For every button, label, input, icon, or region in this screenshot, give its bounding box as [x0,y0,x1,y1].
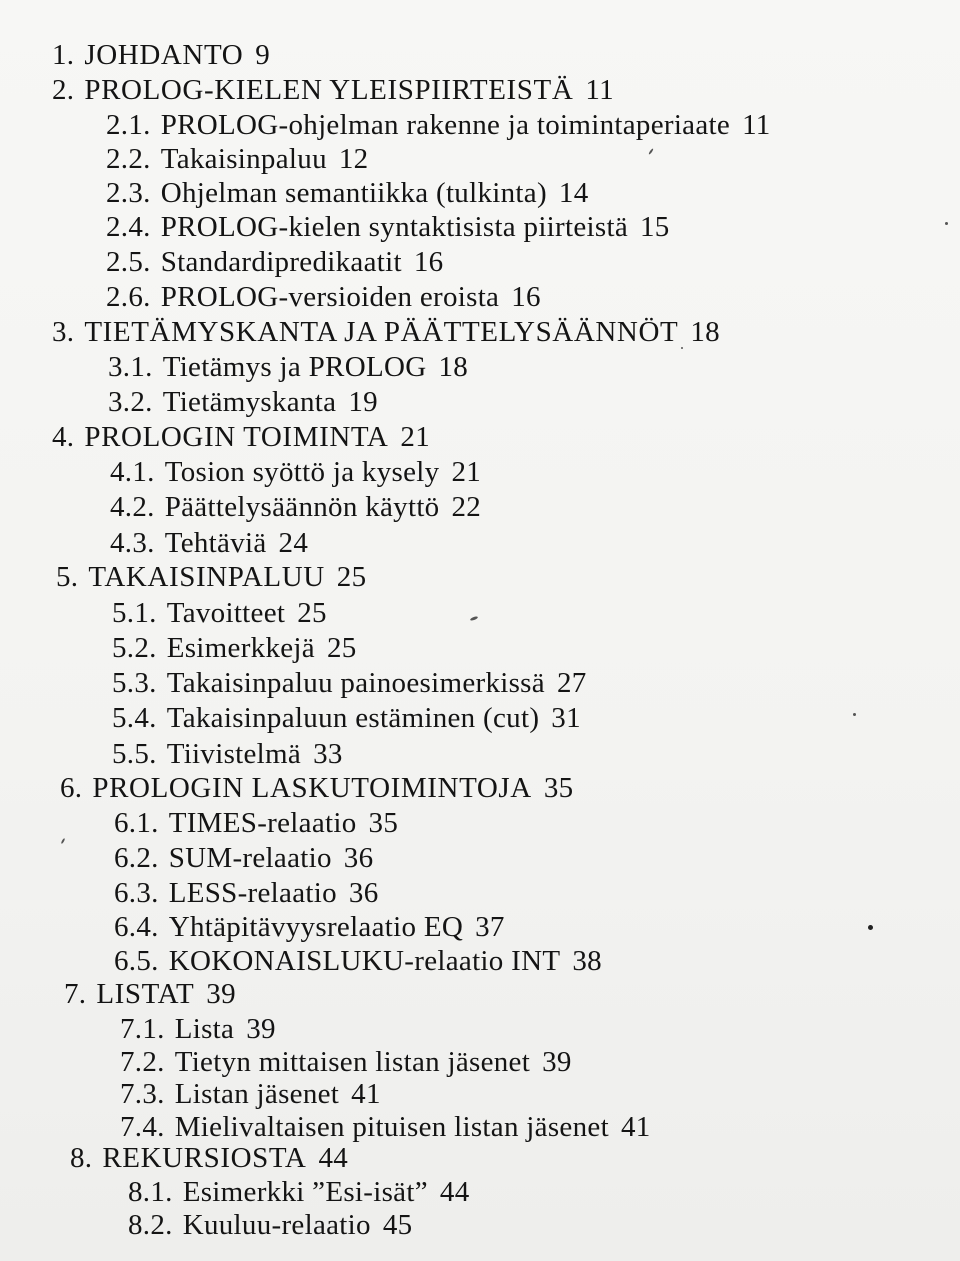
toc-number: 7. [64,978,87,1010]
toc-page-number: 35 [543,772,574,804]
toc-title: Takaisinpaluun estäminen (cut) [166,702,540,734]
toc-page-number: 21 [451,456,482,488]
toc-section [112,666,587,700]
toc-number: 5.1. [112,597,157,629]
toc-section [120,1110,651,1144]
toc-section [128,1208,412,1242]
toc-title: Listan jäsenet [174,1078,340,1110]
toc-title: PROLOGIN LASKUTOIMINTOJA [92,772,532,804]
toc-section [114,944,602,978]
toc-section [106,108,771,142]
toc-section [106,245,443,279]
toc-section [112,631,357,665]
toc-page-number: 12 [338,143,369,175]
toc-title: JOHDANTO [84,39,244,71]
toc-section [112,701,581,735]
toc-title: LISTAT [96,978,195,1010]
toc-page-number: 25 [326,632,357,664]
toc-number: 2. [52,74,75,106]
toc-page-number: 18 [690,316,720,348]
toc-page-number: 41 [351,1078,381,1110]
toc-page-number: 36 [348,877,379,909]
toc-number: 4.3. [110,527,155,559]
toc-section [106,210,670,244]
toc-number: 3.1. [108,351,153,383]
toc-page-number: 9 [255,39,271,71]
toc-number: 6.4. [114,911,159,943]
toc-page-number: 38 [572,945,602,977]
toc-page-number: 39 [206,978,236,1010]
toc-number: 4.1. [110,456,155,488]
toc-page-number: 22 [451,491,482,523]
toc-title: PROLOG-KIELEN YLEISPIIRTEISTÄ [84,74,574,106]
toc-number: 2.4. [106,211,151,243]
toc-number: 7.4. [120,1111,165,1143]
toc-number: 7.1. [120,1013,165,1045]
toc-page-number: 36 [343,842,374,874]
toc-number: 1. [52,39,75,71]
toc-number: 8.1. [128,1176,173,1208]
toc-page-number: 24 [278,527,309,559]
toc-page-number: 45 [382,1209,413,1241]
toc-number: 6.3. [114,877,159,909]
toc-title: Yhtäpitävyysrelaatio EQ [168,911,464,943]
toc-title: TIMES-relaatio [168,807,357,839]
ink-speck [868,925,873,930]
toc-page-number: 18 [438,351,469,383]
toc-title: PROLOG-kielen syntaktisista piirteistä [160,211,628,243]
toc-chapter [70,1141,348,1175]
toc-page-number: 16 [511,281,541,313]
toc-title: KOKONAISLUKU-relaatio INT [168,945,561,977]
toc-section [106,142,368,176]
toc-number: 8. [70,1142,93,1174]
toc-title: Mielivaltaisen pituisen listan jäsenet [174,1111,609,1143]
toc-section [120,1077,381,1111]
toc-number: 7.3. [120,1078,165,1110]
toc-chapter [60,771,573,805]
toc-number: 8.2. [128,1209,173,1241]
toc-title: PROLOG-ohjelman rakenne ja toimintaperiaate [160,109,731,141]
toc-section [106,280,541,314]
toc-page-number: 11 [585,74,614,106]
toc-number: 5.2. [112,632,157,664]
toc-number: 6.1. [114,807,159,839]
toc-title: TIETÄMYSKANTA JA PÄÄTTELYSÄÄNNÖT [84,316,679,348]
toc-page-number: 19 [348,386,378,418]
toc-page-number: 44 [439,1176,470,1208]
toc-section [120,1045,572,1079]
toc-title: Päättelysäännön käyttö [164,491,440,523]
toc-title: Kuuluu-relaatio [182,1209,371,1241]
toc-number: 2.3. [106,177,151,209]
toc-number: 4. [52,421,75,453]
toc-title: Tosion syöttö ja kysely [164,456,440,488]
ink-speck [945,222,948,225]
toc-number: 3.2. [108,386,153,418]
toc-number: 5.5. [112,738,157,770]
toc-title: Tietämyskanta [162,386,337,418]
toc-section [120,1012,276,1046]
toc-title: LESS-relaatio [168,877,337,909]
toc-section [128,1175,470,1209]
toc-page-number: 39 [542,1046,572,1078]
toc-page-number: 35 [368,807,399,839]
toc-section [108,350,468,384]
toc-title: PROLOG-versioiden eroista [160,281,500,313]
toc-title: Lista [174,1013,235,1045]
toc-chapter [52,315,720,349]
toc-title: Tehtäviä [164,527,267,559]
toc-section [110,455,481,489]
toc-section [114,841,373,875]
ink-speck [853,713,856,716]
toc-title: Tietämys ja PROLOG [162,351,427,383]
toc-number: 2.6. [106,281,151,313]
toc-title: Standardipredikaatit [160,246,402,278]
toc-section [110,526,308,560]
toc-chapter [52,38,270,72]
toc-page-number: 16 [413,246,444,278]
toc-chapter [52,420,430,454]
toc-number: 2.2. [106,143,151,175]
toc-title: Esimerkki ”Esi-isät” [182,1176,428,1208]
toc-title: Tiivistelmä [166,738,302,770]
toc-page-number: 31 [551,702,581,734]
toc-page-number: 37 [475,911,505,943]
toc-section [108,385,378,419]
toc-chapter [56,560,366,594]
toc-page-number: 41 [620,1111,651,1143]
toc-page-number: 39 [246,1013,276,1045]
toc-title: REKURSIOSTA [102,1142,307,1174]
toc-number: 5. [56,561,79,593]
toc-number: 3. [52,316,75,348]
toc-section [114,806,398,840]
toc-number: 2.5. [106,246,151,278]
toc-section [106,176,589,210]
toc-page-number: 25 [336,561,367,593]
toc-number: 6.5. [114,945,159,977]
toc-page-number: 44 [318,1142,349,1174]
toc-page-number: 21 [400,421,431,453]
toc-number: 6.2. [114,842,159,874]
toc-section [114,910,505,944]
toc-page-number: 27 [556,667,587,699]
toc-section [110,490,481,524]
toc-number: 4.2. [110,491,155,523]
toc-number: 6. [60,772,83,804]
toc-number: 5.4. [112,702,157,734]
toc-title: Tietyn mittaisen listan jäsenet [174,1046,531,1078]
toc-title: Ohjelman semantiikka (tulkinta) [160,177,547,209]
toc-chapter [52,73,614,107]
toc-section [114,876,379,910]
toc-title: Esimerkkejä [166,632,315,664]
toc-page-number: 15 [640,211,670,243]
toc-title: TAKAISINPALUU [88,561,325,593]
toc-page-number: 33 [313,738,343,770]
toc-page-number: 14 [558,177,589,209]
toc-number: 7.2. [120,1046,165,1078]
toc-title: Takaisinpaluu painoesimerkissä [166,667,545,699]
toc-section [112,596,327,630]
toc-title: PROLOGIN TOIMINTA [84,421,389,453]
ink-speck [681,347,683,349]
toc-title: Tavoitteet [166,597,286,629]
toc-page-number: 11 [742,109,771,141]
toc-section [112,737,343,771]
toc-page-number: 25 [297,597,327,629]
toc-title: SUM-relaatio [168,842,332,874]
toc-chapter [64,977,236,1011]
toc-number: 2.1. [106,109,151,141]
toc-number: 5.3. [112,667,157,699]
toc-title: Takaisinpaluu [160,143,327,175]
